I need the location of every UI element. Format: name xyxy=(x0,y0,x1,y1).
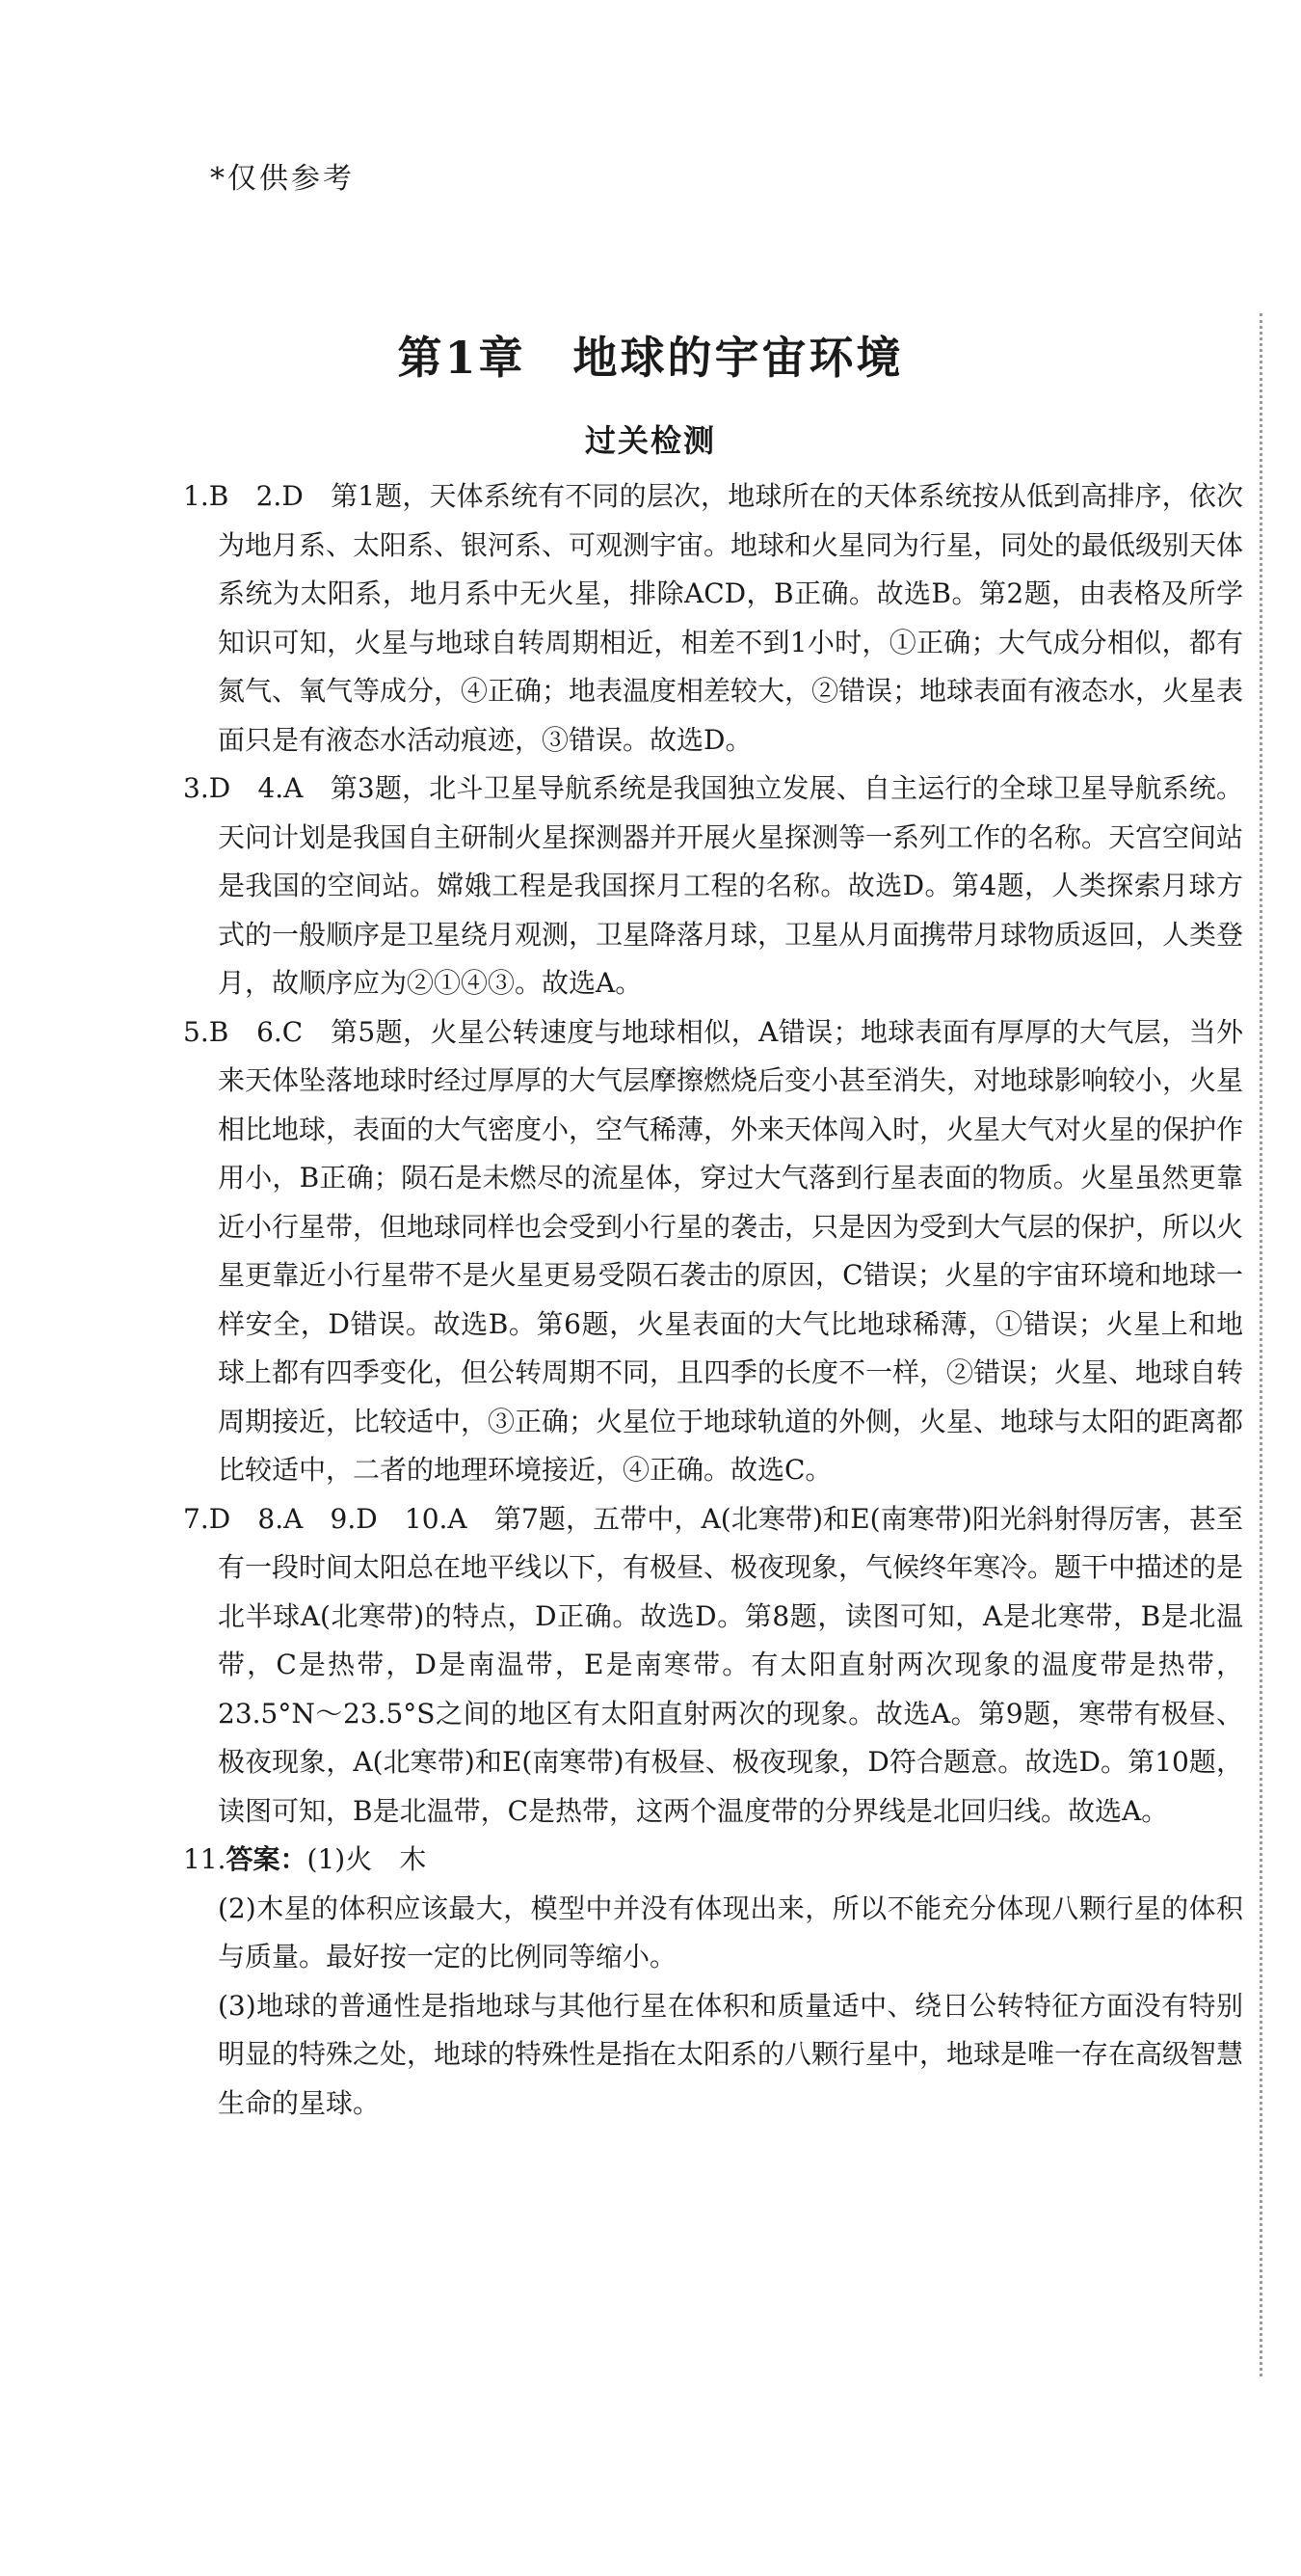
answer-explanation: 第1题，天体系统有不同的层次，地球所在的天体系统按从低到高排序，依次为地月系、太阳系、银河系、可观测宇宙。地球和火星同为行星，同处的最低级别天体系统为太阳系，地月系中无火星，排除ACD，B正确。故选B。第2题，由表格及所学知识可知，火星与地球自转周期相近，相差不到1小时，①正确；大气成分相似，都有氮气、氧气等成分，④正确；地表温度相差较大，②错误；地球表面有液态水，火星表面只是有液态水活动痕迹，③错误。故选D。 xyxy=(218,480,1244,756)
chapter-title: 第1章 地球的宇宙环境 xyxy=(397,332,904,384)
answer-item-11 xyxy=(183,1836,1243,2128)
answer-lead: 7.D 8.A 9.D 10.A xyxy=(183,1502,494,1535)
reference-note: *仅供参考 xyxy=(210,162,355,196)
answer-item-7-10 xyxy=(183,1495,1243,1837)
answer-item-5-6 xyxy=(183,1008,1243,1495)
answer-11-part1: (1)火 木 xyxy=(306,1843,427,1875)
answer-content xyxy=(183,472,1243,2128)
answer-11-part3: (3)地球的普通性是指地球与其他行星在体积和质量适中、绕日公转特征方面没有特别明显的特殊之处，地球的特殊性是指在太阳系的八颗行星中，地球是唯一存在高级智慧生命的星球。 xyxy=(218,1989,1244,2119)
answer-lead: 5.B 6.C xyxy=(183,1015,331,1048)
answer-11-number: 11. xyxy=(183,1843,226,1875)
answer-lead: 3.D 4.A xyxy=(183,772,331,804)
answer-lead: 1.B 2.D xyxy=(183,480,332,512)
answer-explanation: 第3题，北斗卫星导航系统是我国独立发展、自主运行的全球卫星导航系统。天问计划是我国自主研制火星探测器并开展火星探测等一系列工作的名称。天宫空间站是我国的空间站。嫦娥工程是我国探月工程的名称。故选D。第4题，人类探索月球方式的一般顺序是卫星绕月观测，卫星降落月球，卫星从月面携带月球物质返回，人类登月，故顺序应为②①④③。故选A。 xyxy=(218,772,1244,999)
answer-11-label: 答案： xyxy=(226,1843,307,1875)
answer-11-part2: (2)木星的体积应该最大，模型中并没有体现出来，所以不能充分体现八颗行星的体积与质量。最好按一定的比例同等缩小。 xyxy=(218,1892,1243,1972)
answer-explanation: 第5题，火星公转速度与地球相似，A错误；地球表面有厚厚的大气层，当外来天体坠落地球时经过厚厚的大气层摩擦燃烧后变小甚至消失，对地球影响较小，火星相比地球，表面的大气密度小，空气稀薄，外来天体闯入时，火星大气对火星的保护作用小，B正确；陨石是未燃尽的流星体，穿过大气落到行星表面的物质。火星虽然更靠近小行星带，但地球同样也会受到小行星的袭击，只是因为受到大气层的保护，所以火星更靠近小行星带不是火星更易受陨石袭击的原因，C错误；火星的宇宙环境和地球一样安全，D错误。故选B。第6题，火星表面的大气比地球稀薄，①错误；火星上和地球上都有四季变化，但公转周期不同，且四季的长度不一样，②错误；火星、地球自转周期接近，比较适中，③正确；火星位于地球轨道的外侧，火星、地球与太阳的距离都比较适中，二者的地理环境接近，④正确。故选C。 xyxy=(218,1015,1244,1486)
section-title: 过关检测 xyxy=(584,422,716,459)
answer-explanation: 第7题，五带中，A(北寒带)和E(南寒带)阳光斜射得厉害，甚至有一段时间太阳总在地平线以下，有极昼、极夜现象，气候终年寒冷。题干中描述的是北半球A(北寒带)的特点，D正确。故选D。第8题，读图可知，A是北寒带，B是北温带，C是热带，D是南温带，E是南寒带。有太阳直射两次现象的温度带是热带，23.5°N～23.5°S之间的地区有太阳直射两次的现象。故选A。第9题，寒带有极昼、极夜现象，A(北寒带)和E(南寒带)有极昼、极夜现象，D符合题意。故选D。第10题，读图可知，B是北温带，C是热带，这两个温度带的分界线是北回归线。故选A。 xyxy=(218,1502,1244,1827)
dotted-margin-line xyxy=(1260,313,1262,2376)
answer-item-1-2 xyxy=(183,472,1243,765)
answer-item-3-4 xyxy=(183,765,1243,1008)
answer-11-head xyxy=(183,1836,1243,1885)
